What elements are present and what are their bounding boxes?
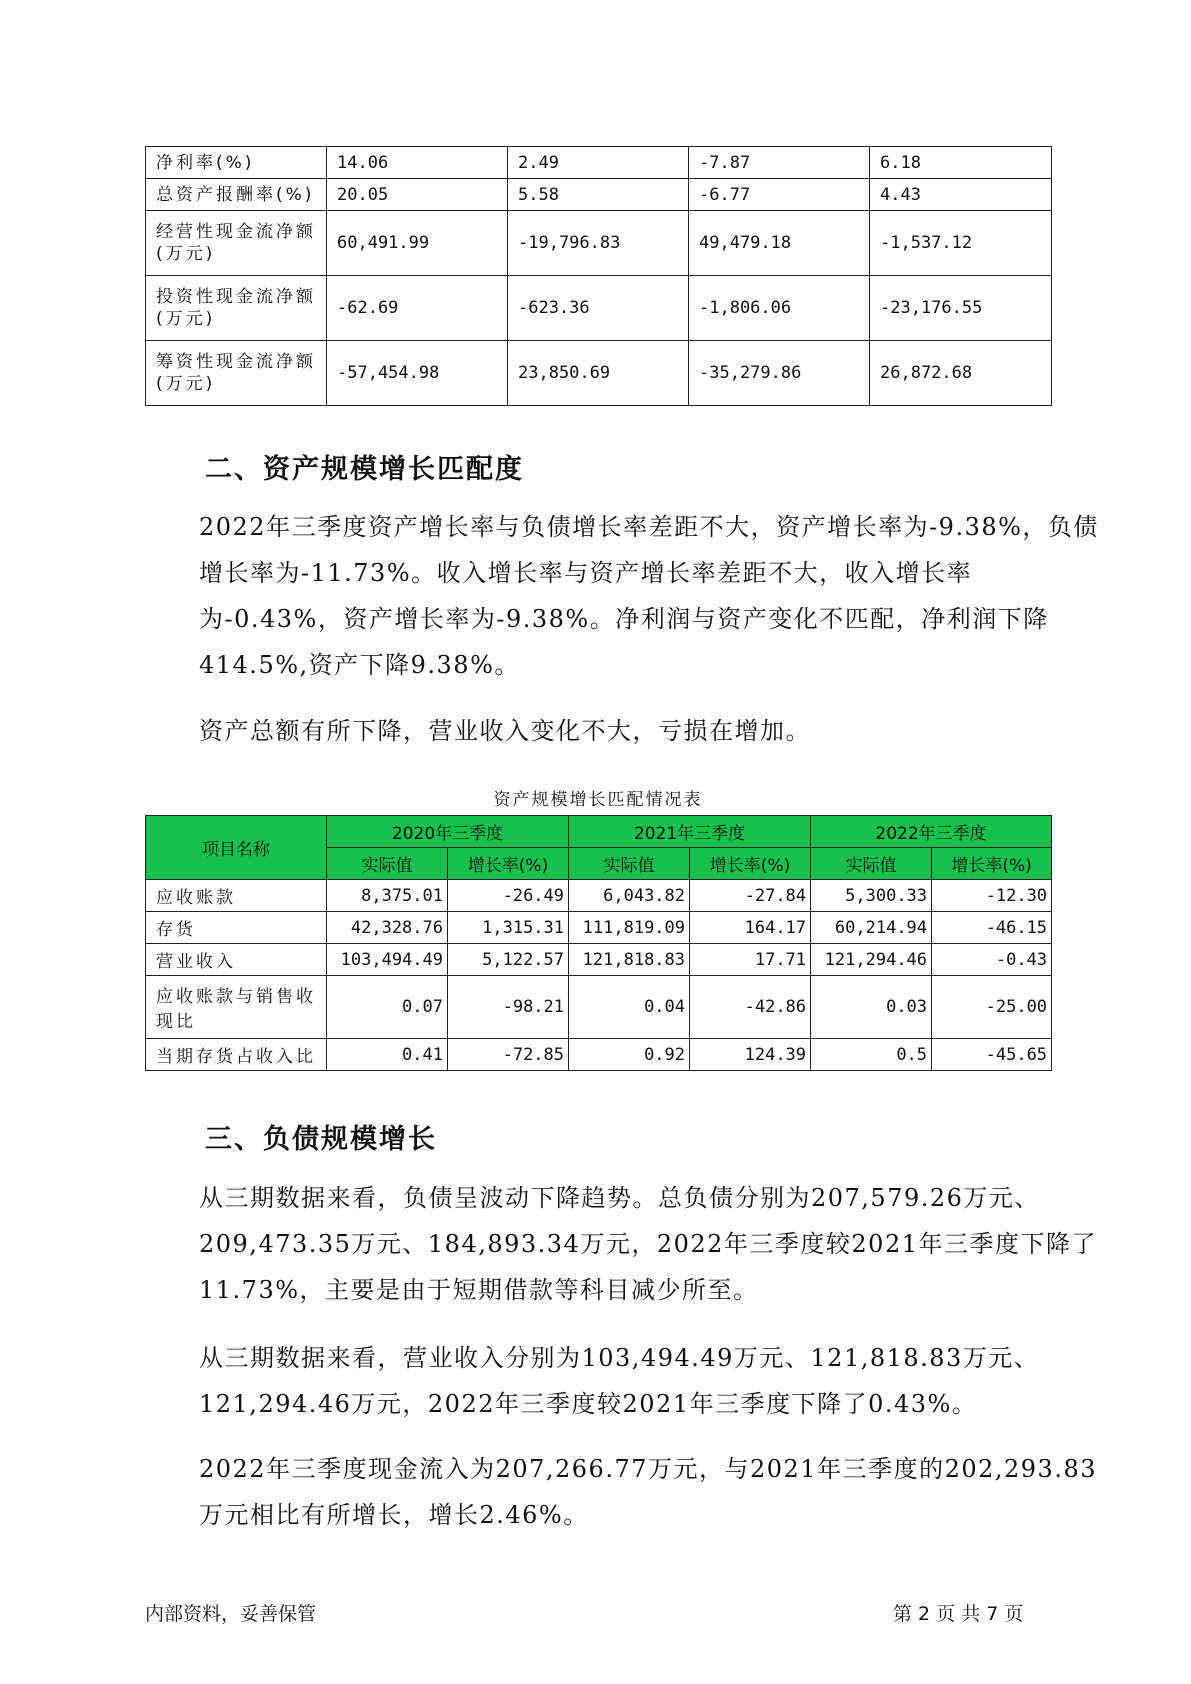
cell: -7.87 [689, 147, 870, 179]
cell: 0.07 [327, 976, 448, 1039]
cell: 5.58 [508, 179, 689, 211]
table-row [146, 912, 1052, 944]
section-heading: 二、资产规模增长匹配度 [205, 454, 524, 485]
row-label: 筹资性现金流净额(万元) [146, 341, 327, 406]
cell: 5,122.57 [448, 944, 569, 976]
cell: 0.41 [327, 1039, 448, 1071]
header-growth: 增长率(%) [932, 848, 1052, 880]
cell: -98.21 [448, 976, 569, 1039]
paragraph: 资产总额有所下降，营业收入变化不大，亏损在增加。 [199, 717, 811, 745]
cell: -19,796.83 [508, 211, 689, 276]
cell: 1,315.31 [448, 912, 569, 944]
row-label: 营业收入 [146, 944, 327, 976]
cell: -26.49 [448, 880, 569, 912]
cell: 6,043.82 [569, 880, 690, 912]
cell: -35,279.86 [689, 341, 870, 406]
row-label: 应收账款与销售收现比 [146, 976, 327, 1039]
cell: -623.36 [508, 276, 689, 341]
cell: 4.43 [870, 179, 1052, 211]
paragraph: 从三期数据来看，负债呈波动下降趋势。总负债分别为207,579.26万元、209,473.35万元、184,893.34万元，2022年三季度较2021年三季度下降了11.73%，主要是由于短期借款等科目减少所至。 [199, 1184, 1097, 1304]
cell: 124.39 [690, 1039, 811, 1071]
cell: 0.03 [811, 976, 932, 1039]
cell: 17.71 [690, 944, 811, 976]
cell: 23,850.69 [508, 341, 689, 406]
row-label: 当期存货占收入比 [146, 1039, 327, 1071]
footer-page-number: 第 2 页 共 7 页 [893, 1603, 1024, 1625]
cell: 60,214.94 [811, 912, 932, 944]
cell: 5,300.33 [811, 880, 932, 912]
table-row [146, 147, 1052, 179]
header-item-name: 项目名称 [146, 816, 327, 880]
cell: 164.17 [690, 912, 811, 944]
cell: -1,806.06 [689, 276, 870, 341]
table-row [146, 276, 1052, 341]
cell: 0.04 [569, 976, 690, 1039]
row-label: 应收账款 [146, 880, 327, 912]
cell: 0.5 [811, 1039, 932, 1071]
cell: -57,454.98 [327, 341, 508, 406]
table-row [146, 976, 1052, 1039]
cell: 6.18 [870, 147, 1052, 179]
header-period: 2020年三季度 [327, 816, 569, 848]
header-actual: 实际值 [811, 848, 932, 880]
cell: 111,819.09 [569, 912, 690, 944]
cell: 42,328.76 [327, 912, 448, 944]
cell: 49,479.18 [689, 211, 870, 276]
cell: -45.65 [932, 1039, 1052, 1071]
cell: -72.85 [448, 1039, 569, 1071]
cell: 8,375.01 [327, 880, 448, 912]
cell: -0.43 [932, 944, 1052, 976]
table-row [146, 211, 1052, 276]
row-label: 经营性现金流净额(万元) [146, 211, 327, 276]
cell: -25.00 [932, 976, 1052, 1039]
cell: -12.30 [932, 880, 1052, 912]
paragraph: 2022年三季度资产增长率与负债增长率差距不大，资产增长率为-9.38%，负债增长率为-11.73%。收入增长率与资产增长率差距不大，收入增长率为-0.43%，资产增长率为-9.38%。净利润与资产变化不匹配，净利润下降414.5%,资产下降9.38%。 [199, 513, 1099, 679]
cell: 0.92 [569, 1039, 690, 1071]
cell: 121,294.46 [811, 944, 932, 976]
table-caption: 资产规模增长匹配情况表 [493, 790, 703, 810]
cell: 2.49 [508, 147, 689, 179]
asset-growth-table [145, 815, 1052, 1071]
cell: -42.86 [690, 976, 811, 1039]
header-period: 2022年三季度 [811, 816, 1052, 848]
header-actual: 实际值 [569, 848, 690, 880]
row-label: 总资产报酬率(%) [146, 179, 327, 211]
cell: -6.77 [689, 179, 870, 211]
table-row [146, 880, 1052, 912]
cell: 26,872.68 [870, 341, 1052, 406]
cell: -1,537.12 [870, 211, 1052, 276]
cell: -27.84 [690, 880, 811, 912]
cell: 103,494.49 [327, 944, 448, 976]
table-row [146, 341, 1052, 406]
cell: -23,176.55 [870, 276, 1052, 341]
paragraph: 从三期数据来看，营业收入分别为103,494.49万元、121,818.83万元、121,294.46万元，2022年三季度较2021年三季度下降了0.43%。 [199, 1344, 1040, 1418]
header-growth: 增长率(%) [448, 848, 569, 880]
cell: 20.05 [327, 179, 508, 211]
cell: -46.15 [932, 912, 1052, 944]
row-label: 存货 [146, 912, 327, 944]
footer-confidential-note: 内部资料，妥善保管 [145, 1603, 317, 1625]
row-label: 净利率(%) [146, 147, 327, 179]
cell: 60,491.99 [327, 211, 508, 276]
header-growth: 增长率(%) [690, 848, 811, 880]
table-row [146, 1039, 1052, 1071]
cell: -62.69 [327, 276, 508, 341]
header-actual: 实际值 [327, 848, 448, 880]
table-row [146, 944, 1052, 976]
cell: 14.06 [327, 147, 508, 179]
table-row [146, 179, 1052, 211]
row-label: 投资性现金流净额(万元) [146, 276, 327, 341]
paragraph: 2022年三季度现金流入为207,266.77万元，与2021年三季度的202,293.83万元相比有所增长，增长2.46%。 [199, 1455, 1097, 1529]
section-heading: 三、负债规模增长 [205, 1124, 437, 1155]
cell: 121,818.83 [569, 944, 690, 976]
financial-metrics-table [145, 146, 1052, 406]
header-period: 2021年三季度 [569, 816, 811, 848]
